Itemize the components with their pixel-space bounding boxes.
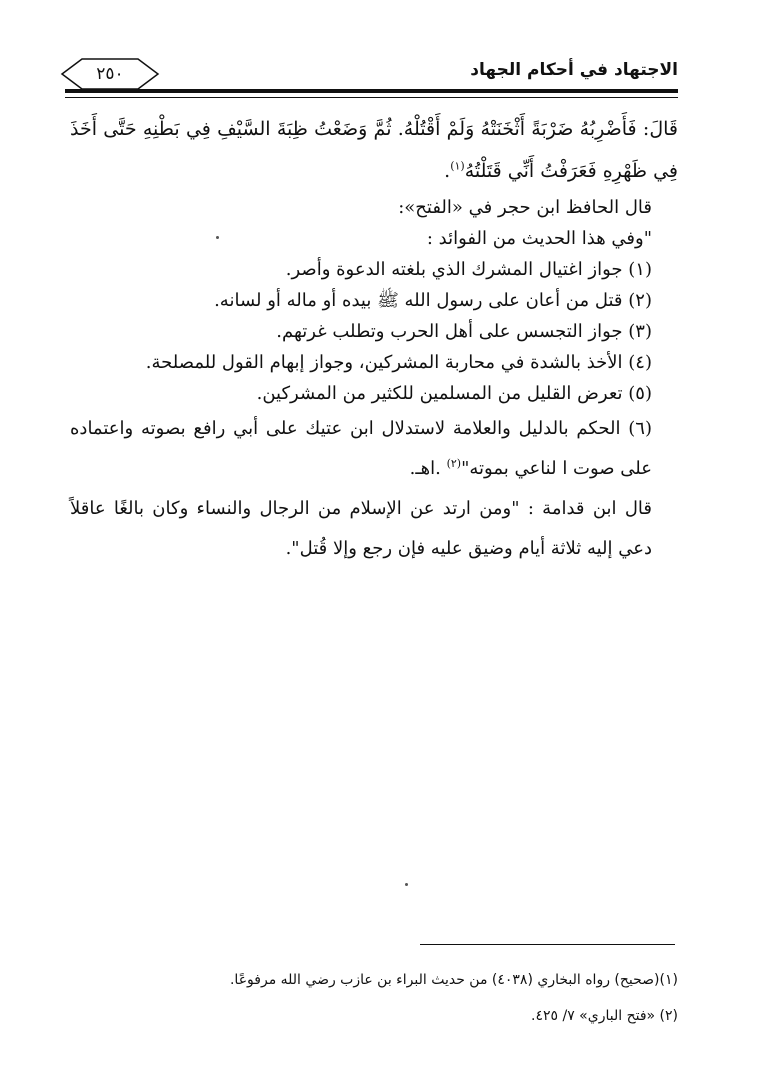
benefits-lead: "وفي هذا الحديث من الفوائد :: [426, 228, 652, 249]
scan-speck: [405, 883, 408, 886]
benefit-item: (٤) الأخذ بالشدة في محاربة المشركين، وجواز إبهام القول للمصلحة.: [145, 352, 652, 373]
intro-line: قال الحافظ ابن حجر في «الفتح»:: [398, 197, 652, 218]
footnote-2: (٢) «فتح الباري» ٧/ ٤٢٥.: [531, 1008, 678, 1024]
main-text: [70, 108, 678, 569]
benefit-item: (٥) تعرض القليل من المسلمين للكثير من المشركين.: [256, 383, 652, 404]
scan-speck: [216, 236, 219, 239]
benefit-item: (١) جواز اغتيال المشرك الذي بلغته الدعوة وأصر.: [285, 259, 652, 280]
page-number: ٢٥٠: [96, 64, 124, 84]
footnote-ref-1: (١): [450, 159, 465, 173]
hadith-quote: قَالَ: فَأَضْرِبُهُ ضَرْبَةً أَثْخَنَتْهُ وَلَمْ أَقْتُلْهُ. ثُمَّ وَضَعْتُ ظِبَةَ السَّيْفِ فِي بَطْنِهِ حَتَّى أَخَذَ فِي ظَهْرِهِ فَعَرَفْتُ أَنِّي قَتَلْتُهُ$^{(١)}$.: [70, 118, 678, 182]
header-rule-thick: [65, 89, 678, 93]
footnote-ref-2: (٢): [446, 457, 462, 470]
benefit-item-6: (٦) الحكم بالدليل والعلامة لاستدلال ابن عتيك على أبي رافع بصوته واعتماده على صوت ا لناعي بموته"$^{(٢)}$ .اهـ.: [70, 418, 652, 479]
header-rule-thin: [65, 97, 678, 98]
benefit-item: (٢) قتل من أعان على رسول الله ﷺ بيده أو ماله أو لسانه.: [214, 290, 652, 311]
footnote-separator: [420, 944, 675, 945]
book-title: الاجتهاد في أحكام الجهاد: [470, 60, 678, 80]
footnote-1: (١)(صحيح) رواه البخاري (٤٠٣٨) من حديث البراء بن عازب رضي الله مرفوعًا.: [229, 972, 678, 988]
benefit-item: (٣) جواز التجسس على أهل الحرب وتطلب غرتهم.: [276, 321, 652, 342]
ibn-qudama-quote: قال ابن قدامة : "ومن ارتد عن الإسلام من الرجال والنساء وكان بالغًا عاقلاً دعي إليه ثلاثة أيام وضيق عليه فإن رجع وإلا قُتل".: [70, 498, 652, 559]
footnotes: [70, 968, 678, 1040]
